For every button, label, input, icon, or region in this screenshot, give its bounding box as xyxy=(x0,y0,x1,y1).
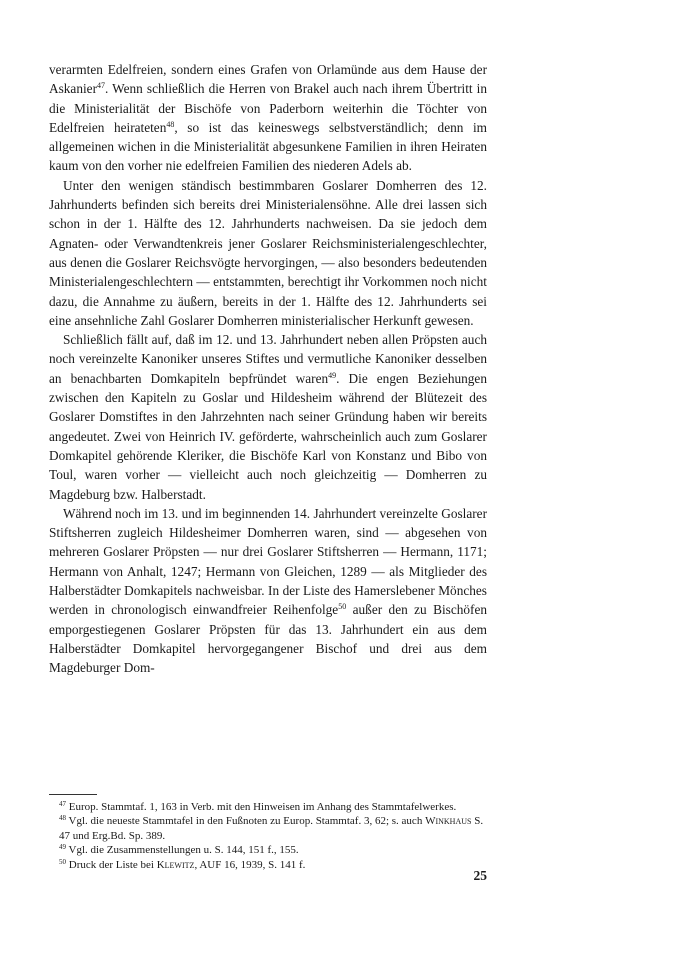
text-run: verarmten Edelfreien, sondern eines Grafen von Orlamünde aus dem Hause der Askanier xyxy=(49,62,487,97)
footnote-reference: 49 xyxy=(328,370,337,380)
footnote-number: 50 xyxy=(59,857,66,866)
text-run: Vgl. die Zusammenstellungen u. S. 144, 151 f., 155. xyxy=(66,844,299,857)
text-run: außer den zu Bischöfen emporgestiegenen Goslarer Pröpsten für das 13. Jahrhundert ein aus dem Halberstädter Domkapitel hervorgegangener Bischof und drei aus dem Magdeburger Dom- xyxy=(49,602,487,676)
footnote-number: 49 xyxy=(59,843,66,852)
text-run: S. 47 und Erg.Bd. Sp. 389. xyxy=(59,815,484,842)
text-run: . Die engen Beziehungen zwischen den Kapiteln zu Goslar und Hildesheim während der Blütezeit des Goslarer Domstiftes in den Jahrzehnten nach seiner Gründung haben wir bereits angedeutet. Zwei von Heinrich IV. geförderte, wahrscheinlich auch zum Goslarer Domkapitel gehörende Kleriker, die Bischöfe Karl von Konstanz und Bibo von Toul, waren vorher — vielleicht auch noch gleichzeitig — Domherren zu Magdeburg bzw. Halberstadt. xyxy=(49,370,487,502)
footnote-separator xyxy=(49,794,97,795)
text-run: . Wenn schließlich die Herren von Brakel auch nach ihrem Übertritt in die Ministerialität der Bischöfe von Paderborn weiterhin die Töchter von Edelfreien heirateten xyxy=(49,81,487,135)
text-run: Europ. Stammtaf. 1, 163 in Verb. mit den Hinweisen im Anhang des Stammtafelwerkes. xyxy=(66,801,457,813)
text-run: Vgl. die neueste Stammtafel in den Fußnoten zu Europ. Stammtaf. 3, 62; s. auch xyxy=(66,815,426,828)
footnote xyxy=(49,814,487,843)
footnote-reference: 50 xyxy=(338,602,347,612)
author-name: Klewitz xyxy=(156,858,195,871)
paragraph xyxy=(49,330,487,504)
footnote xyxy=(49,800,487,814)
footnote xyxy=(49,858,487,872)
text-run: , so ist das keineswegs selbstverständlich; denn im allgemeinen wichen in die Ministerialität abgesunkene Familien in ihren Heiraten kaum von den vorher nie edelfreien Familien des niederen Adels ab. xyxy=(49,119,488,174)
text-run: Während noch im 13. und im beginnenden 14. Jahrhundert vereinzelte Goslarer Stiftsherren zugleich Hildesheimer Domherren waren, sind — abgesehen von mehreren Goslarer Pröpsten — nur drei Goslarer Stiftsherren — Hermann, 1171; Hermann von Anhalt, 1247; Hermann von Gleichen, 1289 — als Mitglieder des Halberstädter Domkapitels nachweisbar. In der Liste des Hamerslebener Mönches werden in chronologisch einwandfreier Reihenfolge xyxy=(49,505,487,618)
footnotes xyxy=(49,800,487,872)
footnote-reference: 48 xyxy=(166,119,175,129)
paragraph xyxy=(49,176,487,330)
text-run: Druck der Liste bei xyxy=(66,858,157,871)
page-number: 25 xyxy=(473,868,487,883)
paragraph xyxy=(49,504,487,678)
footnote-number: 47 xyxy=(59,800,66,808)
text-run: Schließlich fällt auf, daß im 12. und 13. Jahrhundert neben allen Pröpsten auch noch vereinzelte Kanoniker unseres Stiftes und vermutliche Kanoniker desselben an benachbarten Domkapiteln bepfründet waren xyxy=(49,332,487,386)
footnote xyxy=(49,843,487,857)
footnote-number: 48 xyxy=(59,814,66,823)
text-run: Unter den wenigen ständisch bestimmbaren Goslarer Domherren des 12. Jahrhunderts befinden sich bereits drei Ministerialensöhne. Alle drei lassen sich schon in der 1. Hälfte des 12. Jahrhunderts nachweisen. Da sie jedoch dem Agnaten- oder Verwandtenkreis jener Goslarer Reichsministerialengeschlechter, aus denen die Goslarer Reichsvögte hervorgingen, — also besonders bedeutenden Ministerialengeschlechtern — entstammten, berechtigt ihr Vorkommen noch nicht dazu, die Annahme zu äußern, bereits in der 1. Hälfte des 12. Jahrhunderts sei eine ansehnliche Zahl Goslarer Domherren ministerialischer Herkunft gewesen. xyxy=(49,177,487,328)
text-run: , AUF 16, 1939, S. 141 f. xyxy=(194,858,306,871)
footnote-reference: 47 xyxy=(97,81,105,91)
author-name: Winkhaus xyxy=(425,815,472,828)
paragraph xyxy=(49,60,487,176)
main-text xyxy=(49,60,487,678)
